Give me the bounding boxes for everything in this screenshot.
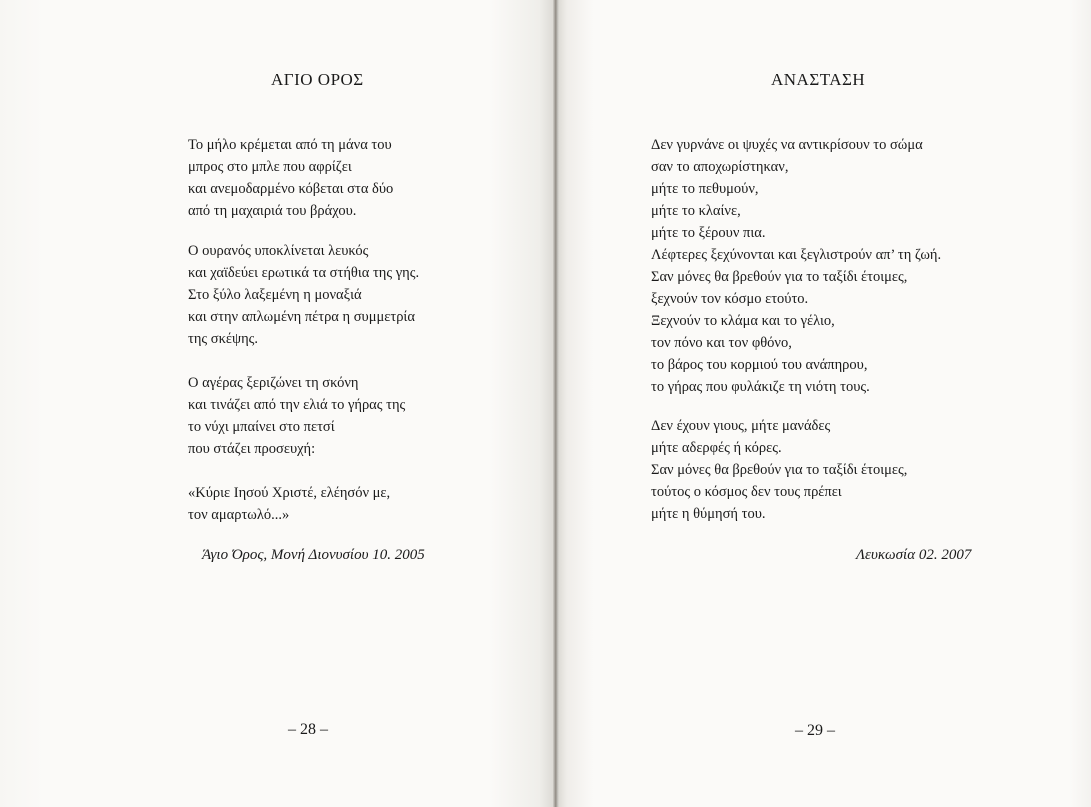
page-number: – 28 –: [288, 721, 328, 738]
book-gutter: [553, 0, 559, 807]
verse-line: Ο αγέρας ξεριζώνει τη σκόνη: [188, 375, 359, 391]
verse-line: Δεν έχουν γιους, μήτε μανάδες: [651, 418, 831, 434]
verse-line: και τινάζει από την ελιά το γήρας της: [188, 397, 406, 413]
verse-line: τούτος ο κόσμος δεν τους πρέπει: [651, 484, 842, 500]
verse-line: το βάρος του κορμιού του ανάπηρου,: [651, 357, 868, 373]
poem-title: ΑΓΙΟ ΟΡΟΣ: [271, 70, 364, 89]
verse-line: Δεν γυρνάνε οι ψυχές να αντικρίσουν το σώμα: [651, 137, 923, 153]
verse-line: Λέφτερες ξεχύνονται και ξεγλιστρούν απ’ τη ζωή.: [651, 247, 942, 263]
verse-line: σαν το αποχωρίστηκαν,: [651, 159, 789, 175]
verse-line: μπρος στο μπλε που αφρίζει: [188, 159, 352, 175]
poem-title: ΑΝΑΣΤΑΣΗ: [771, 70, 866, 89]
verse-line: από τη μαχαιριά του βράχου.: [188, 203, 357, 219]
verse-line: Στο ξύλο λαξεμένη η μοναξιά: [188, 287, 362, 303]
stanza: [651, 134, 941, 398]
stanza: [651, 415, 907, 525]
verse-line: το νύχι μπαίνει στο πετσί: [188, 419, 335, 435]
verse-line: μήτε αδερφές ή κόρες.: [651, 440, 782, 456]
stanza: [188, 482, 390, 526]
verse-line: το γήρας που φυλάκιζε τη νιότη τους.: [651, 379, 870, 395]
place-date-signature: Άγιο Όρος, Μονή Διονυσίου 10. 2005: [202, 547, 425, 563]
verse-line: τον πόνο και τον φθόνο,: [651, 335, 792, 351]
verse-line: «Κύριε Ιησού Χριστέ, ελέησόν με,: [188, 485, 391, 501]
stanza: [188, 134, 393, 222]
stanza: [188, 240, 419, 350]
verse-line: μήτε η θύμησή του.: [651, 506, 766, 522]
right-page: [556, 0, 1091, 807]
verse-line: Σαν μόνες θα βρεθούν για το ταξίδι έτοιμες,: [651, 269, 908, 285]
verse-line: Το μήλο κρέμεται από τη μάνα του: [188, 137, 392, 153]
verse-line: της σκέψης.: [188, 331, 259, 347]
verse-line: και ανεμοδαρμένο κόβεται στα δύο: [188, 181, 394, 197]
verse-line: που στάζει προσευχή:: [188, 441, 316, 457]
verse-line: μήτε το κλαίνε,: [651, 203, 741, 219]
stanza: [188, 372, 405, 460]
verse-line: ξεχνούν τον κόσμο ετούτο.: [651, 291, 809, 307]
verse-line: τον αμαρτωλό...»: [188, 507, 290, 523]
place-date-signature: Λευκωσία 02. 2007: [856, 547, 972, 563]
verse-line: Σαν μόνες θα βρεθούν για το ταξίδι έτοιμες,: [651, 462, 908, 478]
verse-line: και χαϊδεύει ερωτικά τα στήθια της γης.: [188, 265, 420, 281]
verse-line: Ο ουρανός υποκλίνεται λευκός: [188, 243, 369, 259]
verse-line: Ξεχνούν το κλάμα και το γέλιο,: [651, 313, 835, 329]
verse-line: μήτε το ξέρουν πια.: [651, 225, 766, 241]
verse-line: μήτε το πεθυμούν,: [651, 181, 759, 197]
page-number: – 29 –: [795, 722, 835, 739]
verse-line: και στην απλωμένη πέτρα η συμμετρία: [188, 309, 415, 325]
